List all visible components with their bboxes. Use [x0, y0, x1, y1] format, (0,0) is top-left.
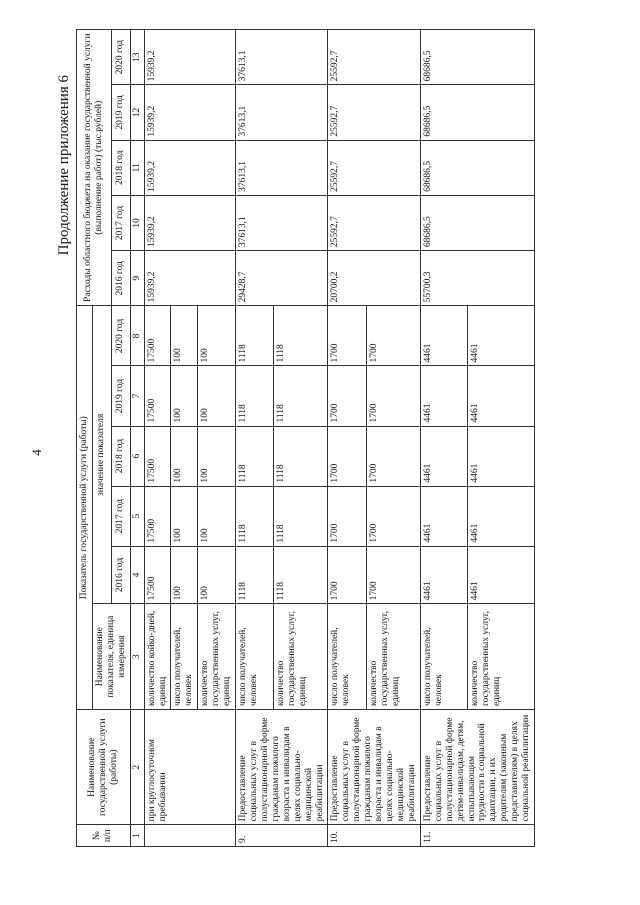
value-cell: 4461	[468, 546, 535, 604]
page-number: 4	[29, 449, 44, 456]
continued-label: Продолжение приложения 6	[56, 75, 72, 256]
expense-cell: 15939,2	[144, 140, 235, 195]
value-cell: 1118	[274, 486, 328, 546]
header-exp-year-2017: 2017 год	[111, 195, 130, 250]
expense-cell: 37613,1	[236, 140, 328, 195]
header-service: Наименование государственной услуги (работы)	[77, 710, 131, 825]
expense-cell: 20700,2	[328, 251, 420, 306]
col-index: 5	[130, 486, 144, 546]
col-index: 12	[130, 85, 144, 140]
col-index: 2	[130, 710, 144, 825]
expense-cell: 55700,3	[420, 251, 534, 306]
header-exp-year-2016: 2016 год	[111, 251, 130, 306]
value-cell: 100	[198, 366, 236, 426]
value-cell: 1118	[236, 546, 274, 604]
value-cell: 17500	[144, 306, 171, 366]
value-cell: 1700	[328, 426, 366, 486]
expense-cell: 15939,2	[144, 251, 235, 306]
value-cell: 1118	[274, 306, 328, 366]
col-index: 13	[130, 30, 144, 85]
header-year-2019: 2019 год	[111, 366, 130, 426]
value-cell: 1700	[366, 306, 420, 366]
value-cell: 17500	[144, 486, 171, 546]
expense-cell: 25592,7	[328, 195, 420, 250]
expense-cell: 25592,7	[328, 85, 420, 140]
value-cell: 1118	[236, 306, 274, 366]
value-cell: 4461	[468, 486, 535, 546]
indicator-name: количество государственных услуг, единиц	[366, 604, 420, 710]
column-index-row	[130, 30, 144, 847]
value-cell: 1118	[236, 486, 274, 546]
value-cell: 1700	[328, 486, 366, 546]
col-index: 6	[130, 426, 144, 486]
value-cell: 4461	[420, 306, 467, 366]
value-cell: 17500	[144, 366, 171, 426]
col-index: 11	[130, 140, 144, 195]
value-cell: 1118	[236, 366, 274, 426]
indicator-name: количество государственных услуг, единиц	[468, 604, 535, 710]
header-values-group: значение показателя	[92, 306, 111, 604]
value-cell: 100	[171, 546, 198, 604]
value-cell: 100	[198, 426, 236, 486]
value-cell: 1700	[366, 546, 420, 604]
expense-cell: 37613,1	[236, 85, 328, 140]
value-cell: 1700	[366, 426, 420, 486]
header-exp-year-2018: 2018 год	[111, 140, 130, 195]
expense-cell: 15939,2	[144, 30, 235, 85]
service-name: Предоставление социальных услуг в полустационарной форме детям-инвалидам, детям, испытывающим трудности в социальной адаптации, и их родителям (законным представителям) в целях социальной реабилитации	[420, 710, 534, 825]
col-index: 8	[130, 306, 144, 366]
expense-cell: 25592,7	[328, 140, 420, 195]
expense-cell: 68686,5	[420, 195, 534, 250]
header-indicator-name: Наименование показателя, единица измерения	[92, 604, 130, 710]
indicator-name: количество государственных услуг, единиц	[198, 604, 236, 710]
indicator-name: количество койко-дней, единиц	[144, 604, 171, 710]
row-number: 11.	[420, 825, 534, 847]
indicator-name: число получателей, человек	[236, 604, 274, 710]
row-number	[144, 825, 235, 847]
value-cell: 100	[171, 306, 198, 366]
value-cell: 100	[171, 366, 198, 426]
service-name: Предоставление социальных услуг в полустационарной форме гражданам пожилого возраста и инвалидам в целях социально-медицинской реабилитации	[328, 710, 420, 825]
value-cell: 4461	[468, 426, 535, 486]
value-cell: 1700	[328, 546, 366, 604]
expense-cell: 37613,1	[236, 195, 328, 250]
indicator-name: количество государственных услуг, единиц	[274, 604, 328, 710]
header-year-2017: 2017 год	[111, 486, 130, 546]
indicator-name: число получателей, человек	[328, 604, 366, 710]
value-cell: 100	[198, 486, 236, 546]
value-cell: 100	[198, 306, 236, 366]
value-cell: 4461	[420, 486, 467, 546]
expense-cell: 37613,1	[236, 30, 328, 85]
value-cell: 4461	[420, 546, 467, 604]
row-number: 10.	[328, 825, 420, 847]
services-table	[76, 29, 535, 847]
value-cell: 1118	[236, 426, 274, 486]
service-name: при круглосуточном пребывании	[144, 710, 235, 825]
value-cell: 4461	[468, 306, 535, 366]
indicator-name: число получателей, человек	[420, 604, 467, 710]
col-index: 1	[130, 825, 144, 847]
value-cell: 100	[171, 486, 198, 546]
header-exp-year-2020: 2020 год	[111, 30, 130, 85]
header-no: № п/п	[77, 825, 131, 847]
value-cell: 100	[171, 426, 198, 486]
indicator-name: число получателей, человек	[171, 604, 198, 710]
table-row	[420, 30, 467, 847]
table-row	[236, 30, 274, 847]
value-cell: 1118	[274, 426, 328, 486]
value-cell: 4461	[420, 366, 467, 426]
expense-cell: 15939,2	[144, 195, 235, 250]
col-index: 10	[130, 195, 144, 250]
col-index: 4	[130, 546, 144, 604]
value-cell: 4461	[468, 366, 535, 426]
expense-cell: 25592,7	[328, 30, 420, 85]
value-cell: 1700	[328, 306, 366, 366]
value-cell: 1700	[366, 366, 420, 426]
header-year-2020: 2020 год	[111, 306, 130, 366]
value-cell: 1118	[274, 546, 328, 604]
expense-cell: 68686,5	[420, 85, 534, 140]
header-indicator-group: Показатель государственной услуги (работы)	[77, 306, 93, 710]
table-row	[144, 30, 171, 847]
expense-cell: 68686,5	[420, 140, 534, 195]
col-index: 9	[130, 251, 144, 306]
expense-cell: 15939,2	[144, 85, 235, 140]
header-year-2016: 2016 год	[111, 546, 130, 604]
value-cell: 17500	[144, 426, 171, 486]
col-index: 3	[130, 604, 144, 710]
value-cell: 1700	[366, 486, 420, 546]
row-number: 9.	[236, 825, 328, 847]
header-expense-group: Расходы областного бюджета на оказание государственной услуги (выполнение работ) (тыс.рублей)	[77, 30, 112, 306]
expense-cell: 68686,5	[420, 30, 534, 85]
service-name: Предоставление социальных услуг в полустационарной форме гражданам пожилого возраста и инвалидам в целях социально-медицинской реабилитации	[236, 710, 328, 825]
value-cell: 4461	[420, 426, 467, 486]
value-cell: 1700	[328, 366, 366, 426]
header-exp-year-2019: 2019 год	[111, 85, 130, 140]
col-index: 7	[130, 366, 144, 426]
value-cell: 17500	[144, 546, 171, 604]
expense-cell: 29428,7	[236, 251, 328, 306]
header-year-2018: 2018 год	[111, 426, 130, 486]
value-cell: 1118	[274, 366, 328, 426]
table-row	[328, 30, 366, 847]
value-cell: 100	[198, 546, 236, 604]
